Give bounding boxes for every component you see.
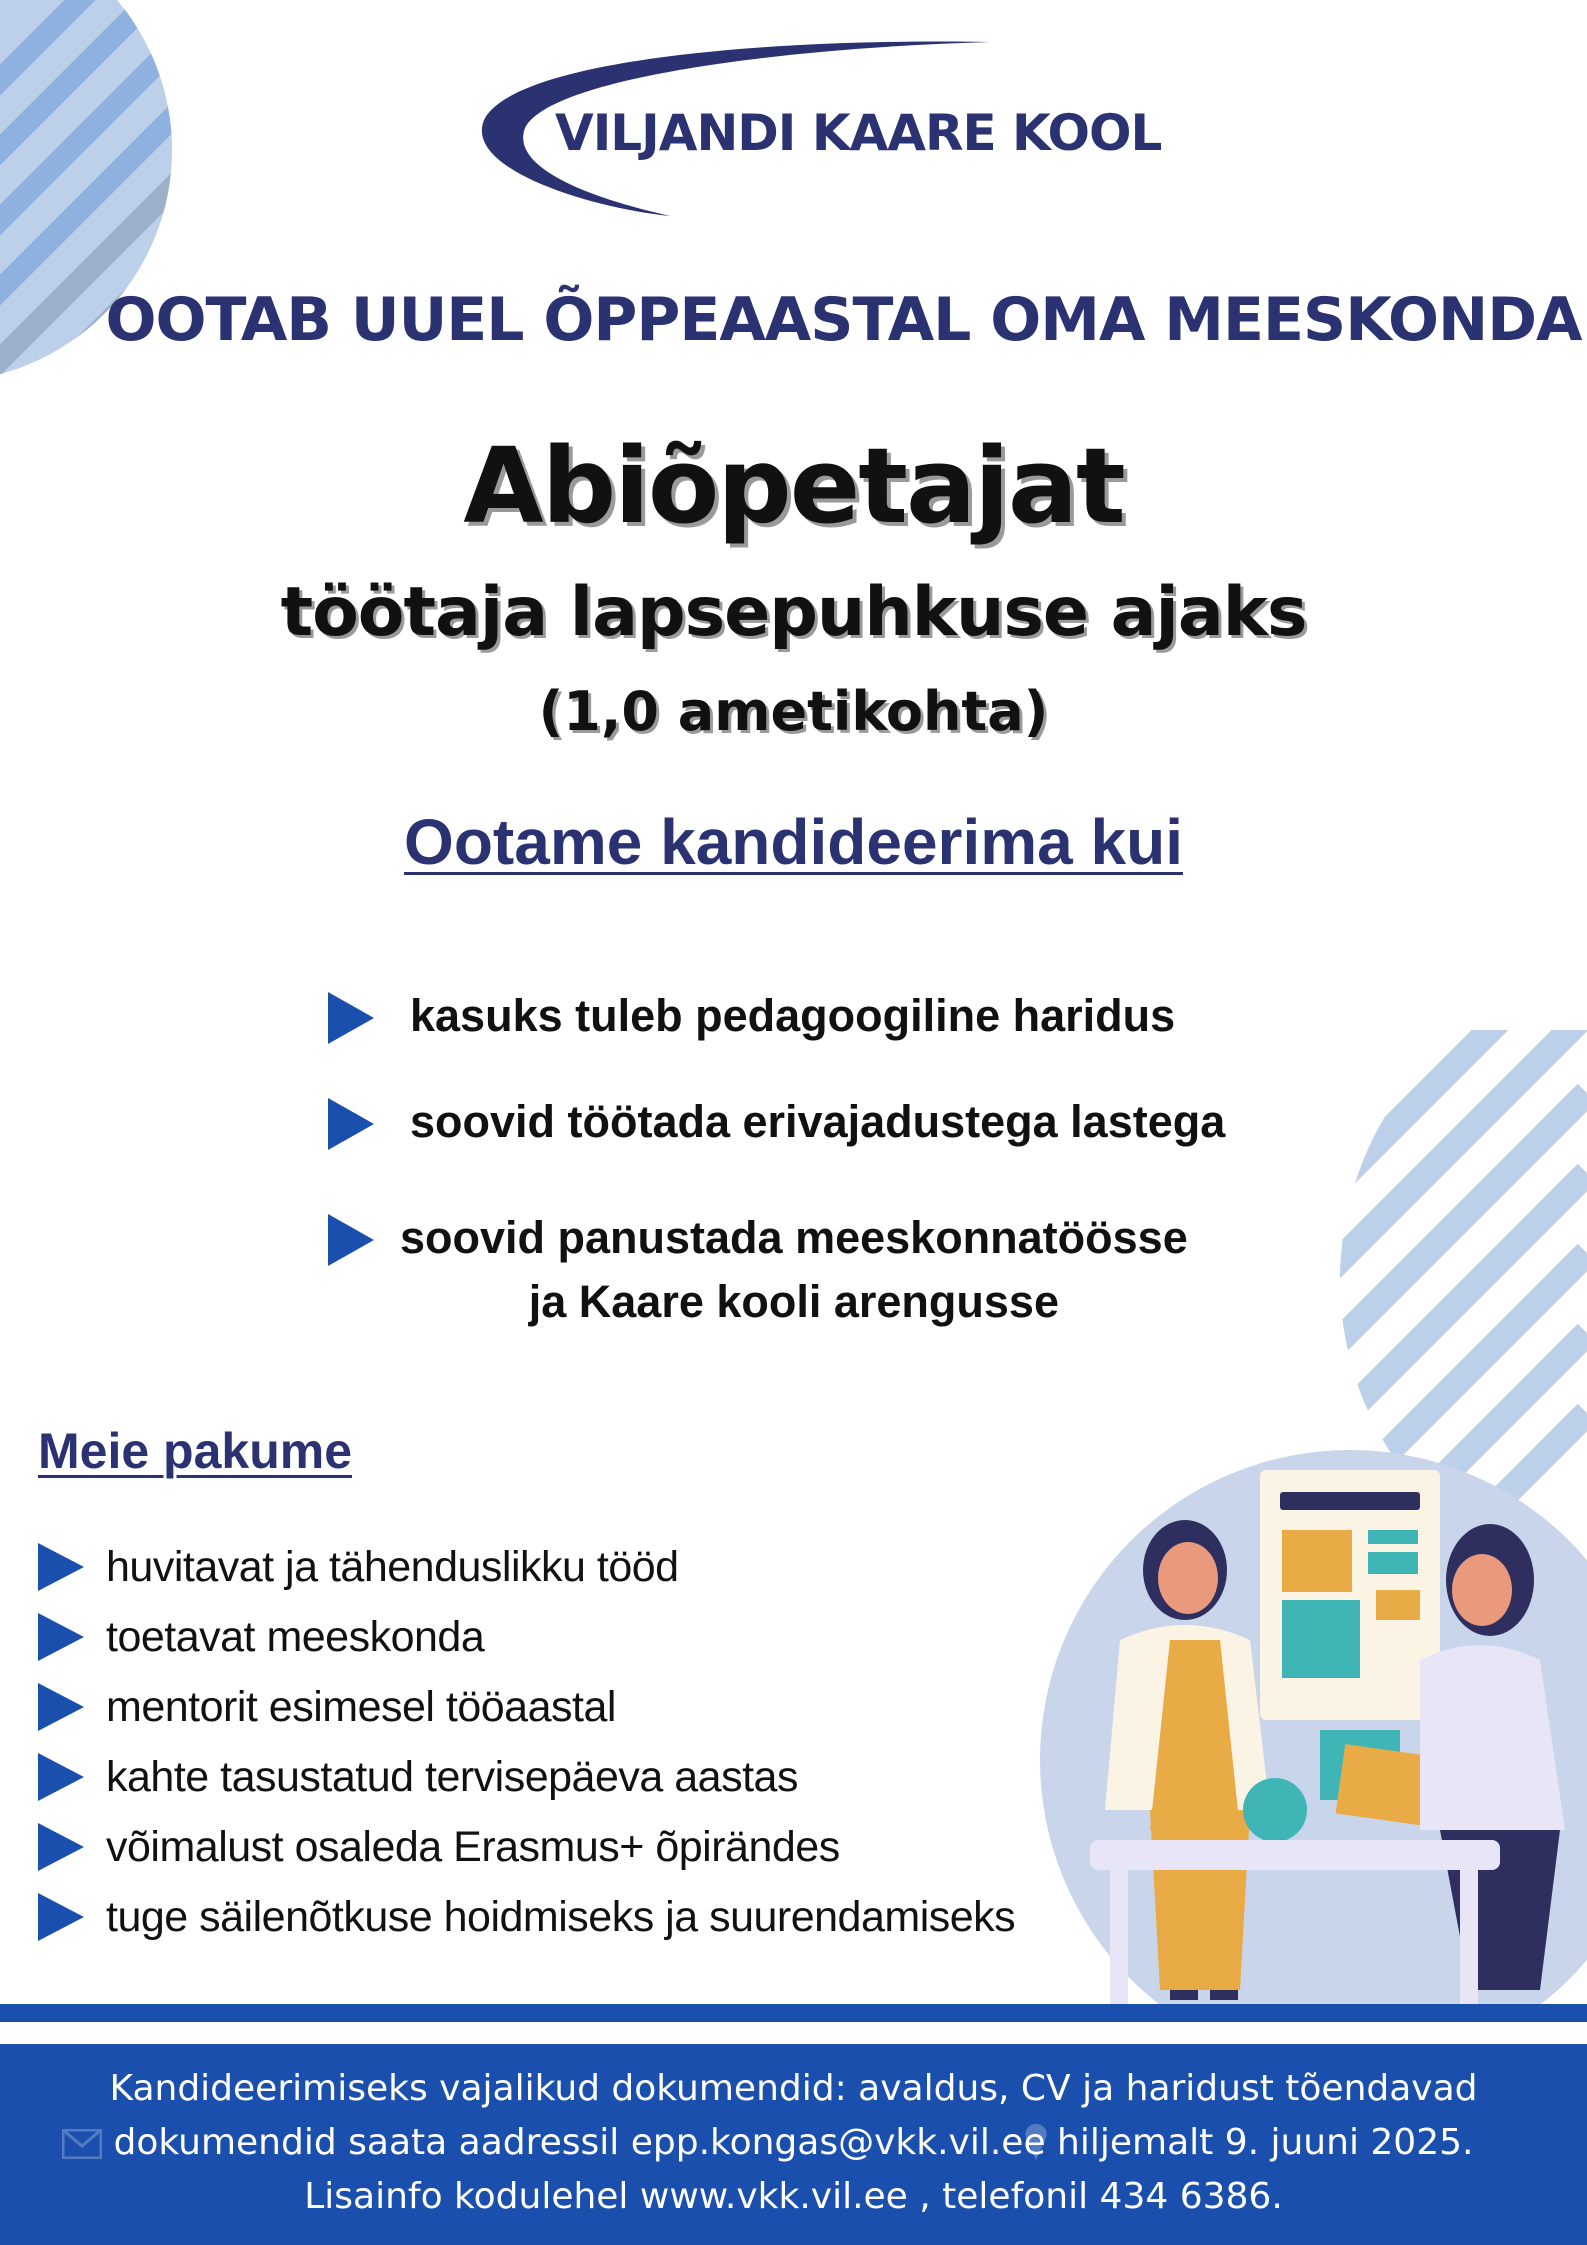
triangle-bullet-icon	[38, 1823, 84, 1871]
requirement-text: kasuks tuleb pedagoogiline haridus	[410, 990, 1176, 1041]
school-logo-text: VILJANDI KAARE KOOL	[555, 104, 1162, 162]
triangle-bullet-icon	[328, 992, 374, 1044]
offer-text: mentorit esimesel tööaastal	[106, 1682, 616, 1731]
offer-text: huvitavat ja tähenduslikku tööd	[106, 1542, 679, 1591]
triangle-bullet-icon	[328, 1098, 374, 1150]
requirement-line: soovid panustada meeskonnatöösse	[400, 1212, 1188, 1263]
offer-item	[38, 1602, 1015, 1672]
requirement-text: soovid töötada erivajadustega lastega	[410, 1096, 1226, 1147]
footer-contact-line: dokumendid saata aadressil epp.kongas@vkk.vil.ee hiljemalt 9. juuni 2025.	[113, 2122, 1474, 2163]
offer-item	[38, 1882, 1015, 1952]
headline: OOTAB UUEL ÕPPEAASTAL OMA MEESKONDA	[105, 285, 1582, 355]
footer-divider	[0, 2004, 1587, 2022]
triangle-bullet-icon	[38, 1543, 84, 1591]
position-subtitle: töötaja lapsepuhkuse ajaks	[280, 573, 1307, 652]
offer-item	[38, 1742, 1015, 1812]
footer-documents-line: Kandideerimiseks vajalikud dokumendid: avaldus, CV ja haridust tõendavad	[109, 2068, 1478, 2109]
triangle-bullet-icon	[38, 1613, 84, 1661]
offer-text: kahte tasustatud tervisepäeva aastas	[106, 1752, 798, 1801]
teachers-illustration	[1020, 1430, 1587, 2014]
offer-item	[38, 1532, 1015, 1602]
requirement-item	[328, 1098, 1225, 1154]
requirement-item	[328, 1214, 1188, 1334]
offer-item	[38, 1672, 1015, 1742]
requirement-line: ja Kaare kooli arengusse	[528, 1276, 1059, 1327]
position-workload: (1,0 ametikohta)	[538, 680, 1049, 743]
offer-item	[38, 1812, 1015, 1882]
triangle-bullet-icon	[38, 1893, 84, 1941]
offer-list	[38, 1532, 1015, 1952]
position-title: Abiõpetajat	[463, 425, 1124, 547]
triangle-bullet-icon	[38, 1753, 84, 1801]
footer	[0, 2044, 1587, 2245]
triangle-bullet-icon	[328, 1214, 374, 1266]
offer-text: tuge säilenõtkuse hoidmiseks ja suurendamiseks	[106, 1892, 1016, 1941]
offer-heading: Meie pakume	[38, 1423, 353, 1479]
offer-text: võimalust osaleda Erasmus+ õpirändes	[106, 1822, 840, 1871]
footer-info-line: Lisainfo kodulehel www.vkk.vil.ee , telefonil 434 6386.	[304, 2176, 1283, 2217]
triangle-bullet-icon	[38, 1683, 84, 1731]
call-heading: Ootame kandideerima kui	[404, 806, 1183, 878]
requirement-text	[400, 1206, 1188, 1334]
offer-text: toetavat meeskonda	[106, 1612, 485, 1661]
requirement-item	[328, 992, 1175, 1048]
